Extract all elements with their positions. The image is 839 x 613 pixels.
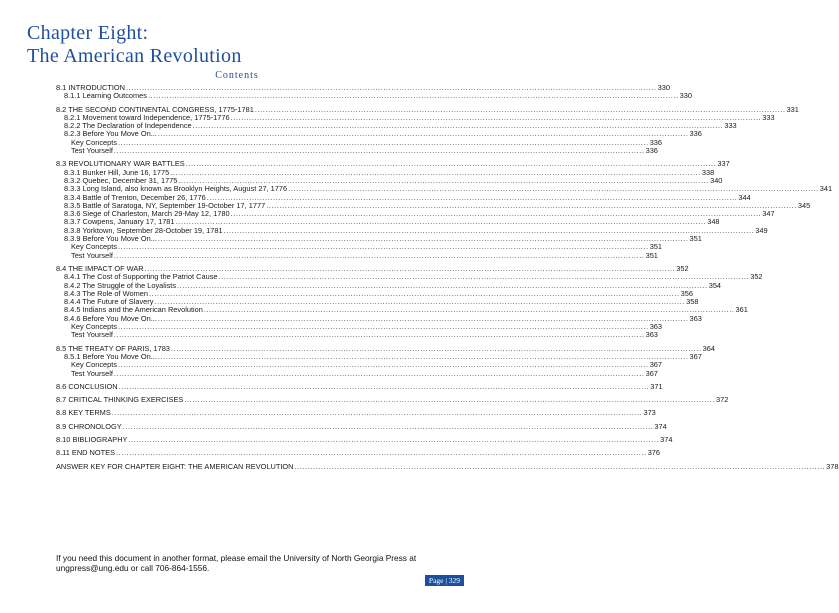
toc-entry[interactable] [56,395,729,405]
toc-entry[interactable] [56,434,673,444]
toc-entry-label: 8.3.5 Battle of Saratoga, NY, September 19-October 17, 1777 [64,200,266,210]
toc-leader-dots: ........................................................................................................................................................................................................ [111,408,643,418]
toc-leader-dots: ........................................................................................................................................................................................................ [203,305,735,315]
toc-entry-page: 374 [660,434,673,444]
toc-leader-dots: ........................................................................................................................................................................................................ [148,91,679,101]
toc-entry-label: 8.9 CHRONOLOGY [56,421,122,431]
toc-entry[interactable] [56,461,839,471]
toc-entry-label: 8.3.9 Before You Move On... [64,234,157,244]
toc-entry[interactable] [56,421,667,431]
toc-entry-page: 336 [689,129,702,139]
toc-entry-page: 373 [643,408,656,418]
toc-leader-dots: ........................................................................................................................................................................................................ [157,234,689,244]
toc-entry[interactable] [56,381,663,391]
toc-entry-page: 376 [647,448,661,458]
toc-entry-label: 8.3.7 Cowpens, January 17, 1781 [64,217,175,227]
chapter-title [27,22,242,68]
toc-entry-label: 8.8 KEY TERMS [56,408,111,418]
toc-entry-label: 8.2.3 Before You Move On... [64,129,157,139]
toc-entry-page: 352 [676,263,689,273]
toc-leader-dots: ........................................................................................................................................................................................................ [177,280,708,290]
toc-entry-label: 8.2 THE SECOND CONTINENTAL CONGRESS, 1775-1781 [56,104,254,114]
toc-leader-dots: ........................................................................................................................................................................................................ [144,263,676,273]
toc-leader-dots: ........................................................................................................................................................................................................ [118,322,649,332]
toc-leader-dots: ........................................................................................................................................................................................................ [178,175,710,185]
toc-entry-page: 347 [762,209,775,219]
toc-entry-page: 336 [649,137,663,147]
toc-entry[interactable] [56,91,693,101]
toc-entry-label: 8.3.4 Battle of Trenton, December 26, 1776 [64,192,206,202]
toc-entry-label: 8.3.1 Bunker Hill, June 16, 1775 [64,167,170,177]
toc-entry-page: 367 [645,368,658,378]
toc-entry-page: 372 [716,395,729,405]
toc-entry-page: 367 [689,351,702,361]
toc-entry-page: 344 [738,192,751,202]
toc-entry-label: Key Concepts [71,322,118,332]
toc-entry-page: 341 [819,184,833,194]
toc-entry-page: 330 [679,91,693,101]
toc-entry-page: 374 [654,421,667,431]
toc-leader-dots: ........................................................................................................................................................................................................ [122,421,654,431]
toc-entry[interactable] [56,408,656,418]
toc-entry-page: 352 [750,272,763,282]
toc-entry-page: 330 [657,83,670,92]
toc-entry-label: 8.3.3 Long Island, also known as Brooklyn Heights, August 27, 1776 [64,184,288,194]
toc-leader-dots: ........................................................................................................................................................................................................ [113,250,645,260]
toc-leader-dots: ........................................................................................................................................................................................................ [175,217,707,227]
toc-leader-dots: ........................................................................................................................................................................................................ [128,434,660,444]
toc-entry-label: 8.10 BIBLIOGRAPHY [56,434,128,444]
toc-entry-label: 8.4.2 The Struggle of the Loyalists [64,280,177,290]
toc-leader-dots: ........................................................................................................................................................................................................ [148,288,680,298]
toc-entry-label: 8.3.2 Quebec, December 31, 1775 [64,175,178,185]
toc-entry-page: 363 [689,313,702,323]
toc-leader-dots: ........................................................................................................................................................................................................ [118,137,649,147]
toc-entry-label: Key Concepts [71,137,118,147]
toc-entry-label: Key Concepts [71,242,118,252]
toc-entry-page: 331 [786,104,799,114]
chapter-title-line1: Chapter Eight: [27,22,149,44]
table-of-contents [56,83,839,471]
toc-entry-page: 333 [724,121,737,131]
toc-entry-label: 8.4 THE IMPACT OF WAR [56,263,144,273]
toc-entry-page: 363 [649,322,663,332]
toc-entry-label: 8.2.2 The Declaration of Independence [64,121,192,131]
toc-leader-dots: ........................................................................................................................................................................................................ [113,330,645,340]
toc-leader-dots: ........................................................................................................................................................................................................ [157,313,689,323]
toc-entry-label: 8.5.1 Before You Move On... [64,351,157,361]
toc-leader-dots: ........................................................................................................................................................................................................ [184,395,715,405]
toc-entry-label: ANSWER KEY FOR CHAPTER EIGHT: THE AMERICAN REVOLUTION [56,461,294,471]
toc-entry-label: 8.3 REVOLUTIONARY WAR BATTLES [56,159,185,169]
contents-heading: Contents [215,70,259,81]
toc-entry-page: 354 [708,280,722,290]
toc-entry-page: 333 [762,112,775,122]
toc-entry-page: 364 [702,343,715,353]
toc-leader-dots: ........................................................................................................................................................................................................ [118,242,649,252]
toc-leader-dots: ........................................................................................................................................................................................................ [230,112,762,122]
toc-entry-page: 338 [701,167,715,177]
toc-entry[interactable] [56,250,658,260]
toc-entry-page: 361 [735,305,748,315]
toc-leader-dots: ........................................................................................................................................................................................................ [113,368,645,378]
toc-entry-page: 336 [645,146,658,156]
toc-leader-dots: ........................................................................................................................................................................................................ [170,167,701,177]
toc-entry-page: 363 [645,330,658,340]
toc-entry[interactable] [56,448,661,458]
toc-entry-label: 8.1.1 Learning Outcomes [64,91,147,101]
toc-leader-dots: ........................................................................................................................................................................................................ [157,351,689,361]
toc-entry-label: 8.4.6 Before You Move On... [64,313,157,323]
toc-leader-dots: ........................................................................................................................................................................................................ [113,146,645,156]
toc-leader-dots: ........................................................................................................................................................................................................ [118,360,649,370]
toc-leader-dots: ........................................................................................................................................................................................................ [118,381,650,391]
toc-leader-dots: ........................................................................................................................................................................................................ [266,200,797,210]
toc-entry-label: Test Yourself [71,330,113,340]
toc-entry-page: 340 [710,175,723,185]
toc-entry-label: 8.4.1 The Cost of Supporting the Patriot Cause [64,272,218,282]
toc-entry-label: 8.4.4 The Future of Slavery [64,297,154,307]
toc-entry-page: 371 [650,381,663,391]
toc-entry-label: 8.5 THE TREATY OF PARIS, 1783 [56,343,170,353]
toc-entry-page: 356 [680,288,693,298]
toc-leader-dots: ........................................................................................................................................................................................................ [230,209,762,219]
toc-entry-label: Test Yourself [71,146,113,156]
toc-entry-page: 378 [826,461,839,471]
toc-leader-dots: ........................................................................................................................................................................................................ [294,461,826,471]
toc-leader-dots: ........................................................................................................................................................................................................ [288,184,819,194]
toc-entry[interactable] [56,368,658,378]
toc-entry-page: 337 [717,159,730,169]
page-number-badge: Page | 329 [425,575,464,586]
toc-entry-label: 8.4.3 The Role of Women [64,288,148,298]
toc-entry-page: 367 [649,360,663,370]
toc-entry-label: Test Yourself [71,250,113,260]
toc-entry-label: 8.11 END NOTES [56,448,116,458]
toc-entry[interactable] [56,146,658,156]
chapter-title-line2: The American Revolution [27,45,242,67]
toc-entry-page: 348 [707,217,720,227]
toc-entry[interactable] [56,330,658,340]
toc-entry-label: 8.1 INTRODUCTION [56,83,125,92]
toc-leader-dots: ........................................................................................................................................................................................................ [192,121,724,131]
toc-leader-dots: ........................................................................................................................................................................................................ [116,448,647,458]
toc-leader-dots: ........................................................................................................................................................................................................ [185,159,717,169]
toc-entry-page: 345 [797,200,811,210]
toc-leader-dots: ........................................................................................................................................................................................................ [125,83,657,92]
toc-entry-page: 351 [689,234,702,244]
toc-leader-dots: ........................................................................................................................................................................................................ [254,104,786,114]
toc-entry-page: 351 [645,250,658,260]
toc-entry-label: 8.3.8 Yorktown, September 28-October 19, 1781 [64,225,223,235]
toc-leader-dots: ........................................................................................................................................................................................................ [206,192,738,202]
toc-entry-page: 349 [755,225,768,235]
toc-leader-dots: ........................................................................................................................................................................................................ [223,225,755,235]
toc-entry-label: Test Yourself [71,368,113,378]
toc-entry-label: 8.7 CRITICAL THINKING EXERCISES [56,395,184,405]
toc-leader-dots: ........................................................................................................................................................................................................ [218,272,750,282]
toc-entry-page: 358 [686,297,699,307]
accessibility-note: If you need this document in another format, please email the University of North Georgia Press at ungpress@ung.edu or call 706-864-1556. [56,553,417,573]
toc-leader-dots: ........................................................................................................................................................................................................ [154,297,686,307]
toc-leader-dots: ........................................................................................................................................................................................................ [157,129,689,139]
toc-entry-page: 351 [649,242,663,252]
toc-entry-label: 8.2.1 Movement toward Independence, 1775-1776 [64,112,230,122]
toc-entry-label: 8.6 CONCLUSION [56,381,118,391]
toc-entry-label: Key Concepts [71,360,118,370]
toc-entry-label: 8.4.5 Indians and the American Revolution [64,305,203,315]
toc-entry-label: 8.3.6 Siege of Charleston, March 29-May 12, 1780 [64,209,230,219]
toc-leader-dots: ........................................................................................................................................................................................................ [170,343,702,353]
